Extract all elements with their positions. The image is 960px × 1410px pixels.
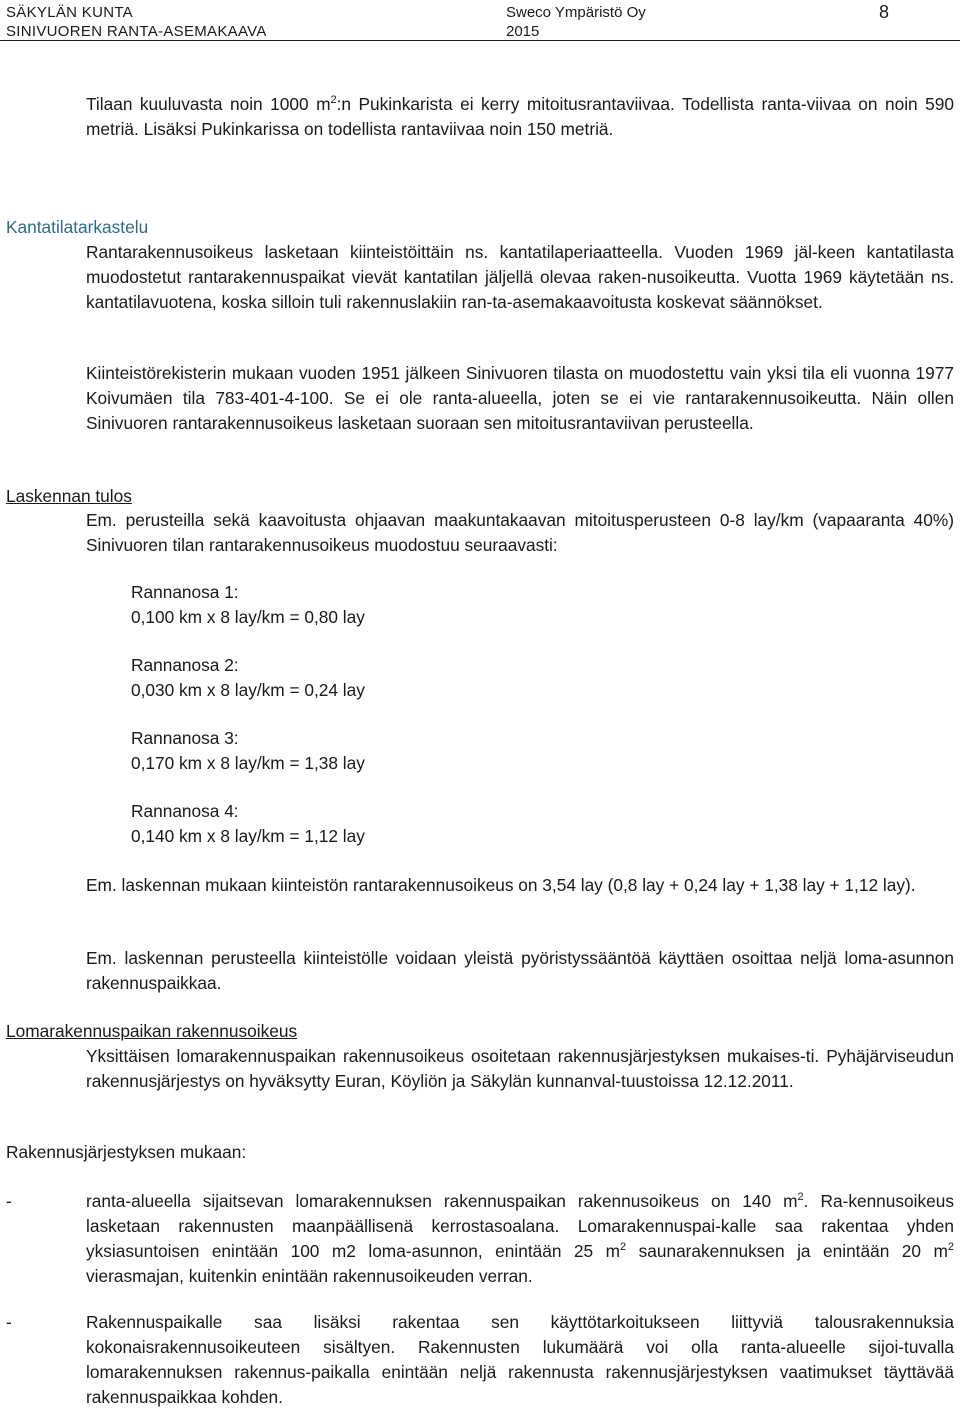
kantatila-paragraph-2: Kiinteistörekisterin mukaan vuoden 1951 jälkeen Sinivuoren tilasta on muodostettu vain yksi tila eli vuonna 1977 Koivumäen tila 783-401-4-100. Se ei ole ranta-alueella, joten se ei vie rantarakennusoikeutta. Näin ollen Sinivuoren rantarakennusoikeus lasketaan suoraan sen mitoitusrantaviivan perusteella. (86, 363, 954, 433)
laskenta-result-2: Em. laskennan perusteella kiinteistölle voidaan yleistä pyöristyssääntöä käyttäen osoittaa neljä loma-asunnon rakennuspaikkaa. (86, 948, 954, 993)
rj-bullet-2: Rakennuspaikalle saa lisäksi rakentaa sen käyttötarkoitukseen liittyviä talousrakennuksia kokonaisrakennusoikeuteen sisältyen. Rakennusten lukumäärä voi olla ranta-alueelle sijoi-tuvalla lomarakennuksen rakennus-paikalla enintään neljä rakennusta rakennusjärjestyksen vaatimukset täyttävää rakennuspaikkaa kohden. (86, 1312, 954, 1407)
laskenta-heading: Laskennan tulos (6, 486, 132, 506)
rannanosa-formula: 0,140 km x 8 lay/km = 1,12 lay (131, 826, 365, 846)
superscript: 2 (947, 1241, 954, 1254)
page-header (0, 0, 960, 44)
rannanosa-formula: 0,170 km x 8 lay/km = 1,38 lay (131, 753, 365, 773)
page-number: 8 (879, 2, 890, 22)
document-year: 2015 (506, 23, 540, 40)
company-name: Sweco Ympäristö Oy (506, 4, 646, 21)
kantatila-paragraph-1: Rantarakennusoikeus lasketaan kiinteistöittäin ns. kantatilaperiaatteella. Vuoden 1969 jäl-keen kantatilasta muodostetut rantarakennuspaikat vievät kantatilan jäljellä olevaa raken-nusoikeutta. Vuotta 1969 käytetään ns. kantatilavuotena, koska silloin tuli rakennuslakiin ran-ta-asemakaavoitusta koskevat säännökset. (86, 242, 954, 312)
rj-heading: Rakennusjärjestyksen mukaan: (6, 1142, 247, 1162)
rannanosa-label: Rannanosa 4: (131, 801, 239, 821)
rj-bullet-1-text-c: saunarakennuksen ja enintään 20 m (626, 1241, 948, 1261)
superscript: 2 (797, 1191, 804, 1204)
rj-bullet-1-text-b: . Ra-kennusoikeus lasketaan rakennusten maanpäällisenä kerrostasoalana. Lomarakennuspai-kalle saa rakentaa yhden yksiasuntoisen enintään 100 m2 loma-asunnon, enintään 25 m (86, 1191, 954, 1261)
header-left (6, 3, 267, 41)
superscript: 2 (620, 1241, 627, 1254)
laskenta-intro: Em. perusteilla sekä kaavoitusta ohjaavan maakuntakaavan mitoitusperusteen 0-8 lay/km (vapaaranta 40%) Sinivuoren tilan rantarakennusoikeus muodostuu seuraavasti: (86, 510, 954, 555)
rj-bullet-1-text-a: ranta-alueella sijaitsevan lomarakennuksen rakennuspaikan rakennusoikeus on 140 m (86, 1191, 798, 1211)
rannanosa-label: Rannanosa 3: (131, 728, 239, 748)
intro-paragraph (86, 92, 954, 142)
rannanosa-formula: 0,030 km x 8 lay/km = 0,24 lay (131, 680, 365, 700)
laskenta-result-1: Em. laskennan mukaan kiinteistön rantarakennusoikeus on 3,54 lay (0,8 lay + 0,24 lay + 1,38 lay + 1,12 lay). (86, 875, 916, 895)
intro-superscript: 2 (330, 94, 337, 107)
rj-bullet-1-text-d: vierasmajan, kuitenkin enintään rakennusoikeuden verran. (86, 1266, 533, 1286)
rj-bullet-1 (86, 1189, 954, 1289)
intro-text-b: :n Pukinkarista ei kerry mitoitusrantaviivaa. Todellista ranta-viivaa on noin 590 metriä. Lisäksi Pukinkarissa on todellista rantaviivaa noin 150 metriä. (86, 94, 954, 139)
loma-paragraph: Yksittäisen lomarakennuspaikan rakennusoikeus osoitetaan rakennusjärjestyksen mukaises-ti. Pyhäjärviseudun rakennusjärjestys on hyväksytty Euran, Köyliön ja Säkylän kunnanval-tuustoissa 12.12.2011. (86, 1046, 954, 1091)
municipality-name: SÄKYLÄN KUNTA (6, 4, 133, 21)
rannanosa-label: Rannanosa 2: (131, 655, 239, 675)
plan-name: SINIVUOREN RANTA-ASEMAKAAVA (6, 23, 267, 40)
bullet-marker: - (6, 1312, 12, 1332)
loma-heading: Lomarakennuspaikan rakennusoikeus (6, 1021, 298, 1041)
rannanosa-formula: 0,100 km x 8 lay/km = 0,80 lay (131, 607, 365, 627)
kantatila-heading: Kantatilatarkastelu (6, 217, 149, 237)
bullet-marker: - (6, 1191, 12, 1211)
intro-text-a: Tilaan kuuluvasta noin 1000 m (86, 94, 331, 114)
header-divider (0, 40, 960, 41)
rannanosa-label: Rannanosa 1: (131, 582, 239, 602)
header-middle (506, 3, 646, 41)
